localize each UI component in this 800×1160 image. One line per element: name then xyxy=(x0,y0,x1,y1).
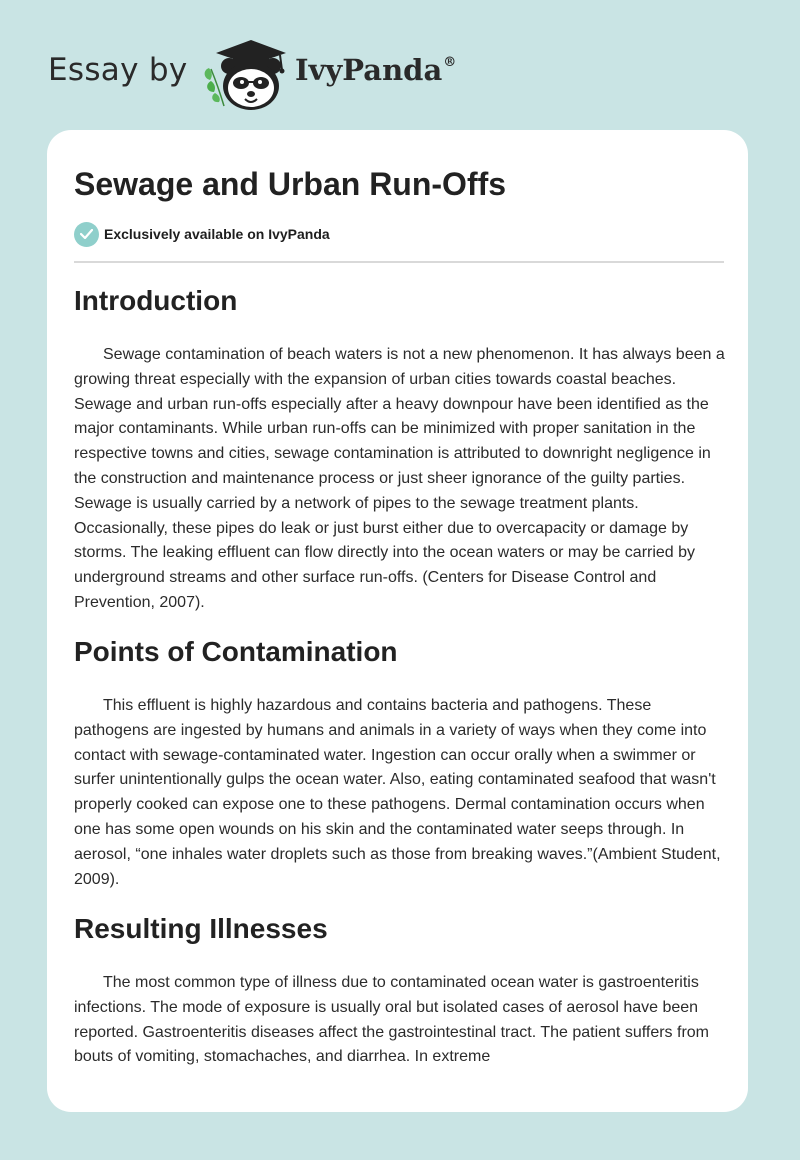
brand-prefix: Essay by xyxy=(48,52,188,88)
section-heading-points-of-contamination: Points of Contamination xyxy=(74,636,398,667)
site-header xyxy=(48,36,508,112)
registered-mark: ® xyxy=(443,55,457,70)
check-circle-icon xyxy=(74,222,99,247)
badge-text: Exclusively available on IvyPanda xyxy=(104,226,330,242)
article-title: Sewage and Urban Run-Offs xyxy=(74,166,507,202)
section-heading-resulting-illnesses: Resulting Illnesses xyxy=(74,913,328,944)
section-paragraph-resulting-illnesses: The most common type of illness due to contaminated ocean water is gastroenteritis infections. The mode of exposure is usually oral but isolated cases of aerosol have been reported. Gastroenteritis diseases affect the gastrointestinal tract. The patient suffers from bouts of vomiting, stomachaches, and diarrhea. In extreme xyxy=(74,974,709,1066)
section-paragraph-points-of-contamination: This effluent is highly hazardous and contains bacteria and pathogens. These pathogens are ingested by humans and animals in a variety of ways when they come into contact with sewage-contaminated water. Ingestion can occur orally when a swimmer or surfer unintentionally gulps the ocean water. Also, eating contaminated seafood that wasn't properly cooked can expose one to these pathogens. Dermal contamination occurs when one has some open wounds on his skin and the contaminated water seeps through. In aerosol, “one inhales water droplets such as those from breaking waves.”(Ambient Student, 2009). xyxy=(74,697,721,888)
panda-logo-icon[interactable] xyxy=(200,36,296,112)
brand-name[interactable]: IvyPanda® xyxy=(295,53,457,87)
section-paragraph-introduction: Sewage contamination of beach waters is not a new phenomenon. It has always been a growing threat especially with the expansion of urban cities towards coastal beaches. Sewage and urban run-offs especially after a heavy downpour have been identified as the major contaminants. While urban run-offs can be minimized with proper sanitation in the respective towns and cities, sewage contamination is attributed to downright negligence in the construction and maintenance process or just sheer ignorance of the guilty parties. Sewage is usually carried by a network of pipes to the sewage treatment plants. Occasionally, these pipes do leak or just burst either due to overcapacity or damage by storms. The leaking effluent can flow directly into the ocean waters or may be carried by underground streams and other surface run-offs. (Centers for Disease Control and Prevention, 2007). xyxy=(74,346,725,611)
section-heading-introduction: Introduction xyxy=(74,285,238,316)
divider xyxy=(74,261,724,263)
article-card xyxy=(47,130,748,1112)
exclusive-badge xyxy=(74,220,330,248)
